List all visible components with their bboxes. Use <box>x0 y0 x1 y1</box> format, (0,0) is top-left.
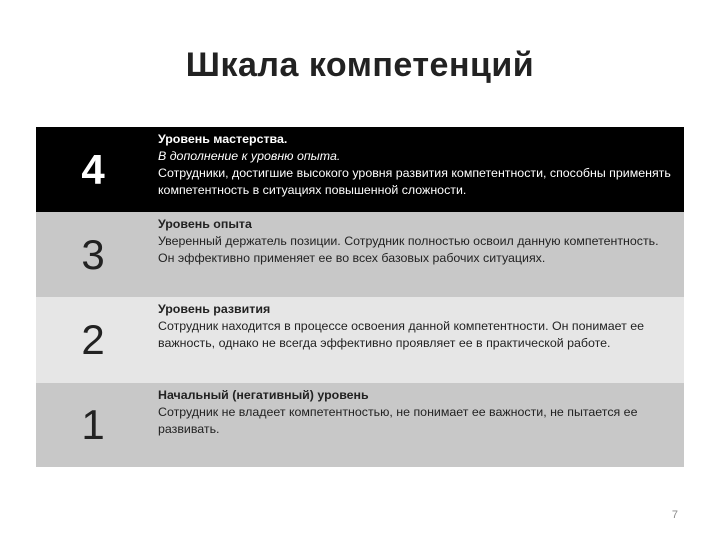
level-heading: Уровень развития <box>158 302 271 316</box>
level-description <box>150 383 684 467</box>
level-row-1 <box>36 383 684 467</box>
level-description <box>150 212 684 297</box>
level-heading: Начальный (негативный) уровень <box>158 388 369 402</box>
level-row-3 <box>36 212 684 297</box>
level-number: 2 <box>81 316 105 363</box>
level-description <box>150 127 684 212</box>
level-heading: Уровень опыта <box>158 217 252 231</box>
level-text: Сотрудник находится в процессе освоения данной компетентности. Он понимает ее важность, однако не всегда эффективно проявляет ее в практической работе. <box>158 319 645 350</box>
level-row-2 <box>36 297 684 383</box>
level-heading: Уровень мастерства. <box>158 132 288 146</box>
slide-title: Шкала компетенций <box>185 46 535 84</box>
level-number: 1 <box>81 401 105 448</box>
level-number: 4 <box>81 145 105 193</box>
level-number: 3 <box>81 230 105 278</box>
level-description <box>150 297 684 383</box>
level-subheading: В дополнение к уровню опыта. <box>158 149 341 163</box>
level-text: Сотрудники, достигшие высокого уровня развития компетентности, способны применять компетентность в ситуациях повышенной сложности. <box>158 166 671 197</box>
level-row-4 <box>36 127 684 212</box>
competency-scale-table <box>36 127 684 467</box>
level-text: Сотрудник не владеет компетентностью, не понимает ее важности, не пытается ее развивать. <box>158 405 638 436</box>
page-number: 7 <box>671 509 678 521</box>
level-text: Уверенный держатель позиции. Сотрудник полностью освоил данную компетентность. Он эффективно применяет ее во всех базовых рабочих ситуациях. <box>158 234 659 265</box>
